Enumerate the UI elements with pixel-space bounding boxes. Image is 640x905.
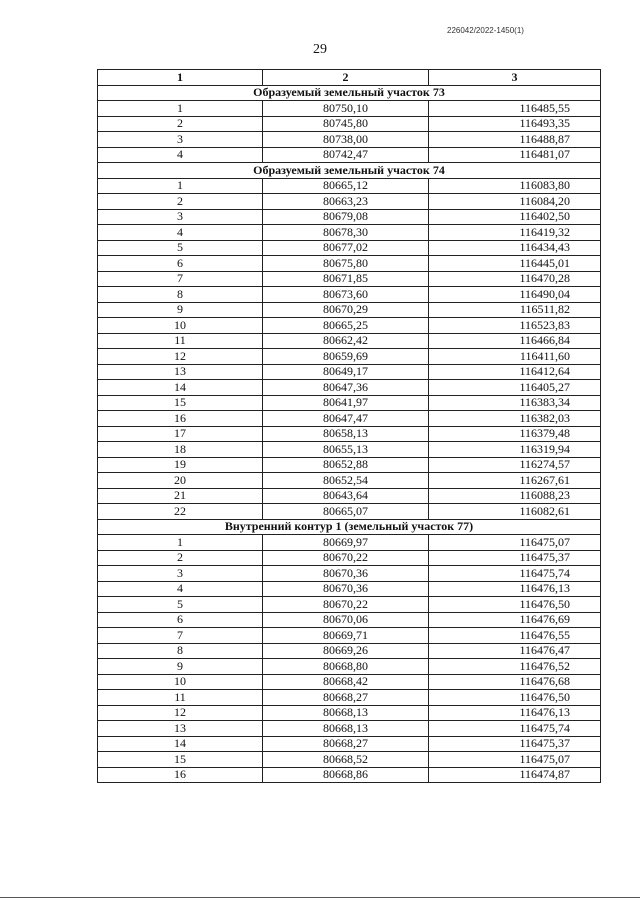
point-number-cell: 4 — [98, 147, 263, 163]
table-row — [98, 659, 601, 675]
x-coordinate-cell: 80659,69 — [263, 349, 429, 365]
x-coordinate-cell: 80668,13 — [263, 705, 429, 721]
table-row — [98, 674, 601, 690]
section-header-row — [98, 163, 601, 179]
table-row — [98, 457, 601, 473]
point-number-cell: 13 — [98, 364, 263, 380]
y-coordinate-cell: 116476,13 — [429, 705, 601, 721]
point-number-cell: 15 — [98, 752, 263, 768]
table-row — [98, 194, 601, 210]
point-number-cell: 22 — [98, 504, 263, 520]
table-row — [98, 411, 601, 427]
y-coordinate-cell: 116474,87 — [429, 767, 601, 783]
table-row — [98, 736, 601, 752]
table-row — [98, 116, 601, 132]
x-coordinate-cell: 80665,12 — [263, 178, 429, 194]
point-number-cell: 15 — [98, 395, 263, 411]
y-coordinate-cell: 116485,55 — [429, 101, 601, 117]
point-number-cell: 7 — [98, 271, 263, 287]
y-coordinate-cell: 116475,37 — [429, 736, 601, 752]
table-row — [98, 504, 601, 520]
y-coordinate-cell: 116405,27 — [429, 380, 601, 396]
point-number-cell: 18 — [98, 442, 263, 458]
point-number-cell: 19 — [98, 457, 263, 473]
x-coordinate-cell: 80670,22 — [263, 550, 429, 566]
x-coordinate-cell: 80662,42 — [263, 333, 429, 349]
x-coordinate-cell: 80679,08 — [263, 209, 429, 225]
table-row — [98, 271, 601, 287]
column-header-x: 2 — [263, 70, 429, 86]
y-coordinate-cell: 116412,64 — [429, 364, 601, 380]
x-coordinate-cell: 80665,25 — [263, 318, 429, 334]
point-number-cell: 2 — [98, 116, 263, 132]
x-coordinate-cell: 80665,07 — [263, 504, 429, 520]
y-coordinate-cell: 116476,13 — [429, 581, 601, 597]
point-number-cell: 2 — [98, 550, 263, 566]
x-coordinate-cell: 80678,30 — [263, 225, 429, 241]
y-coordinate-cell: 116082,61 — [429, 504, 601, 520]
table-row — [98, 581, 601, 597]
y-coordinate-cell: 116523,83 — [429, 318, 601, 334]
point-number-cell: 10 — [98, 318, 263, 334]
point-number-cell: 14 — [98, 736, 263, 752]
y-coordinate-cell: 116267,61 — [429, 473, 601, 489]
coordinates-table — [97, 69, 601, 783]
section-title: Образуемый земельный участок 74 — [98, 163, 601, 179]
table-row — [98, 380, 601, 396]
x-coordinate-cell: 80641,97 — [263, 395, 429, 411]
point-number-cell: 8 — [98, 287, 263, 303]
point-number-cell: 20 — [98, 473, 263, 489]
table-row — [98, 225, 601, 241]
y-coordinate-cell: 116084,20 — [429, 194, 601, 210]
y-coordinate-cell: 116419,32 — [429, 225, 601, 241]
y-coordinate-cell: 116490,04 — [429, 287, 601, 303]
point-number-cell: 8 — [98, 643, 263, 659]
x-coordinate-cell: 80668,52 — [263, 752, 429, 768]
x-coordinate-cell: 80669,26 — [263, 643, 429, 659]
y-coordinate-cell: 116083,80 — [429, 178, 601, 194]
table-body — [98, 85, 601, 783]
x-coordinate-cell: 80750,10 — [263, 101, 429, 117]
table-row — [98, 178, 601, 194]
x-coordinate-cell: 80670,36 — [263, 581, 429, 597]
y-coordinate-cell: 116402,50 — [429, 209, 601, 225]
table-row — [98, 256, 601, 272]
x-coordinate-cell: 80668,27 — [263, 736, 429, 752]
y-coordinate-cell: 116470,28 — [429, 271, 601, 287]
point-number-cell: 16 — [98, 767, 263, 783]
y-coordinate-cell: 116475,37 — [429, 550, 601, 566]
section-header-row — [98, 519, 601, 535]
x-coordinate-cell: 80658,13 — [263, 426, 429, 442]
y-coordinate-cell: 116088,23 — [429, 488, 601, 504]
table-row — [98, 101, 601, 117]
x-coordinate-cell: 80668,80 — [263, 659, 429, 675]
y-coordinate-cell: 116476,47 — [429, 643, 601, 659]
table-row — [98, 550, 601, 566]
table-row — [98, 566, 601, 582]
y-coordinate-cell: 116274,57 — [429, 457, 601, 473]
table-row — [98, 473, 601, 489]
y-coordinate-cell: 116493,35 — [429, 116, 601, 132]
point-number-cell: 4 — [98, 225, 263, 241]
point-number-cell: 1 — [98, 178, 263, 194]
column-header-point-number: 1 — [98, 70, 263, 86]
point-number-cell: 10 — [98, 674, 263, 690]
y-coordinate-cell: 116476,55 — [429, 628, 601, 644]
y-coordinate-cell: 116466,84 — [429, 333, 601, 349]
y-coordinate-cell: 116481,07 — [429, 147, 601, 163]
point-number-cell: 7 — [98, 628, 263, 644]
table-row — [98, 364, 601, 380]
x-coordinate-cell: 80677,02 — [263, 240, 429, 256]
table-row — [98, 721, 601, 737]
x-coordinate-cell: 80668,42 — [263, 674, 429, 690]
y-coordinate-cell: 116476,50 — [429, 690, 601, 706]
point-number-cell: 12 — [98, 349, 263, 365]
point-number-cell: 1 — [98, 101, 263, 117]
table-row — [98, 612, 601, 628]
point-number-cell: 5 — [98, 240, 263, 256]
point-number-cell: 13 — [98, 721, 263, 737]
point-number-cell: 12 — [98, 705, 263, 721]
x-coordinate-cell: 80649,17 — [263, 364, 429, 380]
table-row — [98, 333, 601, 349]
table-row — [98, 628, 601, 644]
point-number-cell: 3 — [98, 132, 263, 148]
y-coordinate-cell: 116511,82 — [429, 302, 601, 318]
point-number-cell: 21 — [98, 488, 263, 504]
x-coordinate-cell: 80647,47 — [263, 411, 429, 427]
table-row — [98, 318, 601, 334]
y-coordinate-cell: 116476,68 — [429, 674, 601, 690]
y-coordinate-cell: 116476,50 — [429, 597, 601, 613]
point-number-cell: 16 — [98, 411, 263, 427]
section-header-row — [98, 85, 601, 101]
point-number-cell: 2 — [98, 194, 263, 210]
x-coordinate-cell: 80675,80 — [263, 256, 429, 272]
x-coordinate-cell: 80652,54 — [263, 473, 429, 489]
x-coordinate-cell: 80669,71 — [263, 628, 429, 644]
y-coordinate-cell: 116475,07 — [429, 535, 601, 551]
y-coordinate-cell: 116475,74 — [429, 721, 601, 737]
y-coordinate-cell: 116434,43 — [429, 240, 601, 256]
table-row — [98, 132, 601, 148]
x-coordinate-cell: 80738,00 — [263, 132, 429, 148]
point-number-cell: 17 — [98, 426, 263, 442]
x-coordinate-cell: 80643,64 — [263, 488, 429, 504]
x-coordinate-cell: 80670,22 — [263, 597, 429, 613]
table-row — [98, 147, 601, 163]
footer-divider — [0, 897, 640, 898]
x-coordinate-cell: 80671,85 — [263, 271, 429, 287]
document-id: 226042/2022-1450(1) — [447, 26, 524, 35]
column-header-y: 3 — [429, 70, 601, 86]
x-coordinate-cell: 80647,36 — [263, 380, 429, 396]
x-coordinate-cell: 80669,97 — [263, 535, 429, 551]
section-title: Внутренний контур 1 (земельный участок 77) — [98, 519, 601, 535]
table-row — [98, 240, 601, 256]
table-row — [98, 535, 601, 551]
point-number-cell: 14 — [98, 380, 263, 396]
table-row — [98, 597, 601, 613]
table-row — [98, 349, 601, 365]
x-coordinate-cell: 80742,47 — [263, 147, 429, 163]
table-row — [98, 209, 601, 225]
y-coordinate-cell: 116319,94 — [429, 442, 601, 458]
y-coordinate-cell: 116475,07 — [429, 752, 601, 768]
point-number-cell: 1 — [98, 535, 263, 551]
table-header-row — [98, 70, 601, 86]
y-coordinate-cell: 116379,48 — [429, 426, 601, 442]
table-row — [98, 705, 601, 721]
table-row — [98, 426, 601, 442]
y-coordinate-cell: 116476,52 — [429, 659, 601, 675]
x-coordinate-cell: 80670,29 — [263, 302, 429, 318]
table-row — [98, 767, 601, 783]
x-coordinate-cell: 80670,06 — [263, 612, 429, 628]
point-number-cell: 9 — [98, 302, 263, 318]
x-coordinate-cell: 80668,13 — [263, 721, 429, 737]
table-row — [98, 752, 601, 768]
x-coordinate-cell: 80668,27 — [263, 690, 429, 706]
point-number-cell: 6 — [98, 612, 263, 628]
point-number-cell: 3 — [98, 566, 263, 582]
x-coordinate-cell: 80655,13 — [263, 442, 429, 458]
table-row — [98, 690, 601, 706]
point-number-cell: 5 — [98, 597, 263, 613]
x-coordinate-cell: 80670,36 — [263, 566, 429, 582]
x-coordinate-cell: 80663,23 — [263, 194, 429, 210]
table-row — [98, 442, 601, 458]
point-number-cell: 11 — [98, 333, 263, 349]
y-coordinate-cell: 116383,34 — [429, 395, 601, 411]
point-number-cell: 3 — [98, 209, 263, 225]
point-number-cell: 9 — [98, 659, 263, 675]
x-coordinate-cell: 80668,86 — [263, 767, 429, 783]
x-coordinate-cell: 80652,88 — [263, 457, 429, 473]
table-row — [98, 643, 601, 659]
y-coordinate-cell: 116382,03 — [429, 411, 601, 427]
y-coordinate-cell: 116475,74 — [429, 566, 601, 582]
table-row — [98, 395, 601, 411]
point-number-cell: 11 — [98, 690, 263, 706]
point-number-cell: 4 — [98, 581, 263, 597]
point-number-cell: 6 — [98, 256, 263, 272]
table-row — [98, 302, 601, 318]
section-title: Образуемый земельный участок 73 — [98, 85, 601, 101]
table-row — [98, 488, 601, 504]
table-row — [98, 287, 601, 303]
y-coordinate-cell: 116445,01 — [429, 256, 601, 272]
y-coordinate-cell: 116488,87 — [429, 132, 601, 148]
x-coordinate-cell: 80745,80 — [263, 116, 429, 132]
x-coordinate-cell: 80673,60 — [263, 287, 429, 303]
page-number: 29 — [313, 42, 327, 57]
y-coordinate-cell: 116411,60 — [429, 349, 601, 365]
y-coordinate-cell: 116476,69 — [429, 612, 601, 628]
